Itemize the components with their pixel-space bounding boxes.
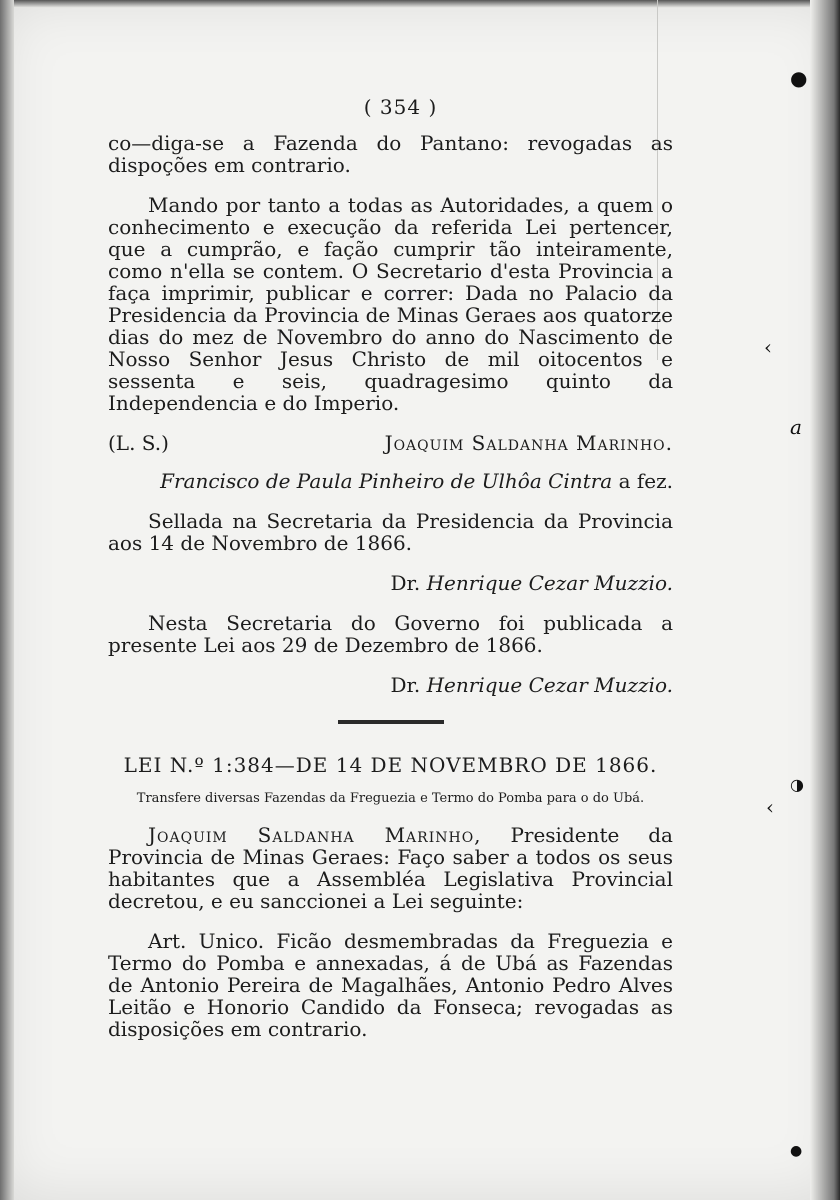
- sealed-signer-name: Henrique Cezar Muzzio.: [426, 571, 673, 595]
- clerk-name: Francisco de Paula Pinheiro de Ulhôa Cintra: [160, 469, 613, 493]
- page-right-edge: [810, 0, 840, 1200]
- margin-mark-letter: a: [790, 415, 802, 439]
- governor-signature: Joaquim Saldanha Marinho.: [384, 431, 673, 455]
- published-paragraph: Nesta Secretaria do Governo foi publicada a presente Lei aos 29 de Dezembro de 1866.: [108, 611, 673, 657]
- margin-mark-pointer: ‹: [766, 795, 774, 819]
- page-top-edge: [0, 0, 840, 8]
- law-heading: LEI N.º 1:384—DE 14 DE NOVEMBRO DE 1866.: [123, 753, 658, 777]
- margin-mark-bullet: ●: [790, 1143, 803, 1159]
- page-left-edge: [0, 0, 14, 1200]
- preamble-text: Presidente da Provincia de Minas Geraes: Faço saber a todos os seus habitantes que a Assembléa Legislativa Provincial decretou, e eu sanccionei a Lei seguinte:: [108, 823, 673, 913]
- sealed-paragraph: Sellada na Secretaria da Presidencia da Provincia aos 14 de Novembro de 1866.: [108, 509, 673, 555]
- published-signer-prefix: Dr.: [390, 673, 427, 697]
- preamble-paragraph: [108, 824, 673, 912]
- continuation-paragraph: co—diga-se a Fazenda do Pantano: revogadas as dispoções em contrario.: [108, 131, 673, 177]
- sealed-signer-prefix: Dr.: [390, 571, 427, 595]
- seal-mark: (L. S.): [108, 431, 169, 455]
- sealed-signer-line: [108, 572, 673, 594]
- article-paragraph: Art. Unico. Ficão desmembradas da Freguezia e Termo do Pomba e annexadas, á de Ubá as Fazendas de Antonio Pereira de Magalhães, Antonio Pedro Alves Leitão e Honorio Candido da Fonseca; revogadas as disposições em contrario.: [108, 929, 673, 1041]
- margin-mark-circle: ◑: [790, 775, 804, 794]
- mandate-paragraph: Mando por tanto a todas as Autoridades, a quem o conhecimento e execução da referida Lei pertencer, que a cumprão, e fação cumprir tão inteiramente, como n'ella se contem. O Secretario d'esta Provincia a faça imprimir, publicar e correr: Dada no Palacio da Presidencia da Provincia de Minas Geraes aos quatorze dias do mez de Novembro do anno do Nascimento de Nosso Senhor Jesus Christo de mil oitocentos e sessenta e seis, quadragesimo quinto da Independencia e do Imperio.: [108, 193, 673, 415]
- president-name: Joaquim Saldanha Marinho,: [148, 823, 482, 847]
- clerk-suffix: a fez.: [612, 469, 673, 493]
- margin-mark-arrow: ‹: [764, 335, 772, 359]
- document-body: [108, 96, 673, 1040]
- page-number: ( 354 ): [363, 95, 438, 119]
- signature-row: [108, 432, 673, 454]
- margin-mark-dot: ●: [790, 66, 808, 90]
- published-signer-line: [108, 674, 673, 696]
- published-signer-name: Henrique Cezar Muzzio.: [426, 673, 673, 697]
- law-subheading: Transfere diversas Fazendas da Freguezia e Termo do Pomba para o do Ubá.: [136, 791, 645, 806]
- section-divider: [338, 720, 444, 724]
- clerk-line: [108, 470, 673, 492]
